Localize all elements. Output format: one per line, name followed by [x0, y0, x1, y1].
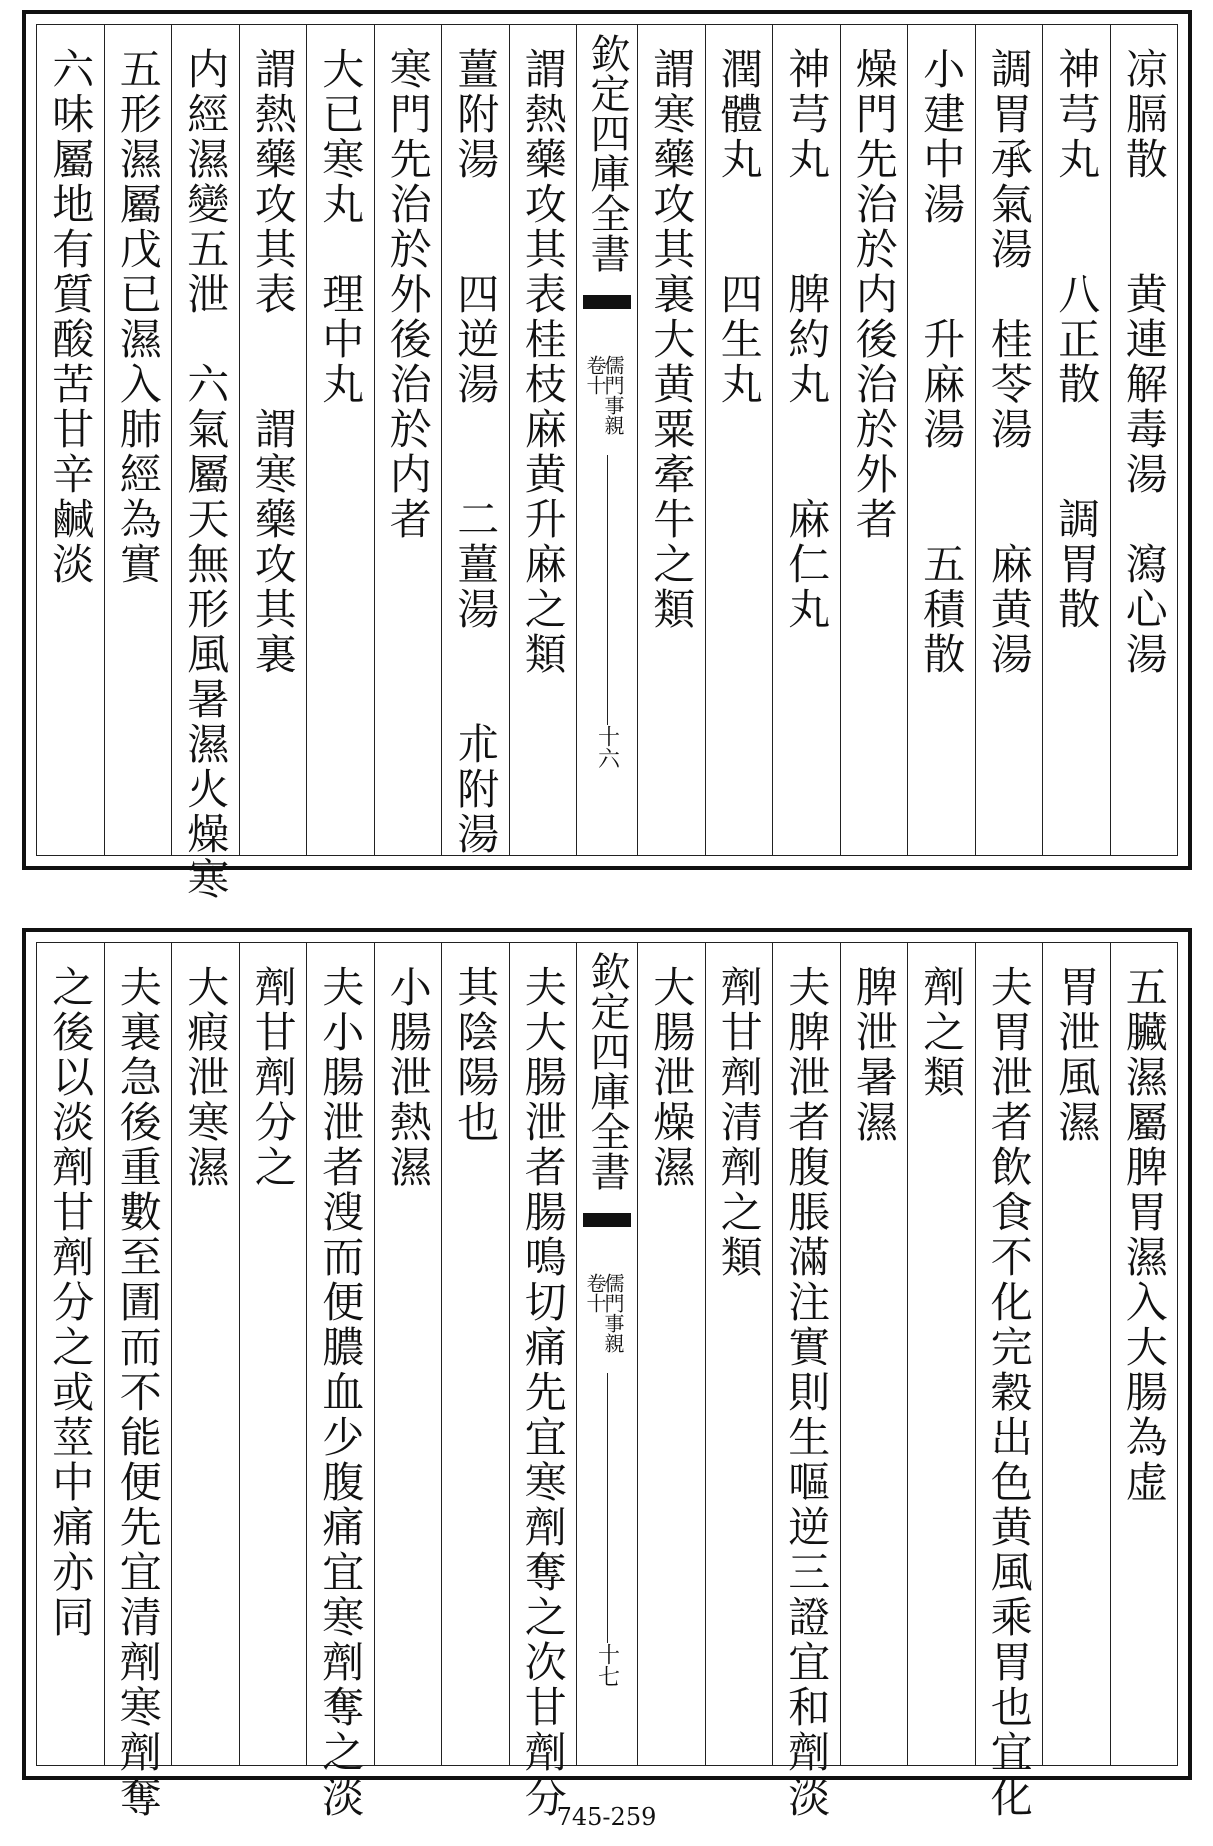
column-text: 燥門先治於内後治於外者 — [849, 47, 899, 542]
column-text: 大已寒丸 理中丸 — [316, 47, 366, 407]
text-column — [840, 943, 908, 1765]
page-number: 十六 — [594, 725, 620, 769]
column-text: 大腸泄燥濕 — [647, 965, 697, 1190]
column-text: 凉膈散 黄連解毒湯 瀉心湯 — [1119, 47, 1169, 677]
text-column — [441, 943, 509, 1765]
column-text: 小建中湯 升麻湯 五積散 — [917, 47, 967, 677]
text-column — [637, 25, 705, 855]
text-column — [840, 25, 908, 855]
text-column — [171, 943, 239, 1765]
text-column — [772, 25, 840, 855]
text-column — [37, 943, 104, 1765]
top-page-columns — [37, 25, 1177, 902]
column-text: 謂熱藥攻其表桂枝麻黄升麻之類 — [518, 47, 568, 677]
column-text: 潤體丸 四生丸 — [714, 47, 764, 407]
text-column — [239, 25, 307, 855]
text-column — [637, 943, 705, 1765]
column-text: 寒門先治於外後治於内者 — [383, 47, 433, 542]
column-text: 五形濕屬戊已濕入肺經為實 — [113, 47, 163, 587]
catalog-number: 745-259 — [556, 1803, 657, 1831]
text-column — [306, 943, 374, 1820]
page-center-strip — [576, 25, 637, 855]
column-text: 小腸泄熱濕 — [383, 965, 433, 1190]
text-column — [772, 943, 840, 1820]
text-column — [171, 25, 239, 902]
column-text: 劑甘劑清劑之類 — [714, 965, 764, 1280]
text-column — [104, 943, 172, 1820]
text-column — [975, 25, 1043, 855]
text-column — [306, 25, 374, 855]
fishtail-mark — [583, 1213, 631, 1227]
column-text: 薑附湯 四逆湯 二薑湯 朮附湯 — [451, 47, 501, 857]
text-column — [975, 943, 1043, 1820]
volume-label: 卷十 — [583, 355, 607, 395]
center-rule — [607, 455, 608, 725]
text-column — [509, 943, 577, 1820]
column-text: 胃泄風濕 — [1052, 965, 1102, 1145]
column-text: 謂寒藥攻其裏大黄粟牽牛之類 — [647, 47, 697, 632]
text-column — [374, 943, 442, 1765]
book-title: 欽定四庫全書 — [584, 951, 630, 1191]
column-text: 夫裏急後重數至圊而不能便先宜清劑寒劑奪 — [113, 965, 163, 1820]
text-column — [37, 25, 104, 855]
text-column — [509, 25, 577, 855]
text-column — [104, 25, 172, 855]
text-column — [441, 25, 509, 855]
column-text: 五臟濕屬脾胃濕入大腸為虚 — [1119, 965, 1169, 1505]
text-column — [239, 943, 307, 1765]
top-page-frame — [36, 24, 1178, 902]
column-text: 夫胃泄者飲食不化完穀出色黄風乘胃也宜化 — [984, 965, 1034, 1820]
column-text: 之後以淡劑甘劑分之或莖中痛亦同 — [46, 965, 96, 1640]
volume-label: 卷十 — [583, 1273, 607, 1313]
column-text: 神芎丸 八正散 調胃散 — [1052, 47, 1102, 632]
center-rule — [607, 1373, 608, 1643]
fishtail-mark — [583, 295, 631, 309]
text-column — [1110, 943, 1178, 1765]
text-column — [705, 25, 773, 855]
column-text: 夫大腸泄者腸鳴切痛先宜寒劑奪之次甘劑分 — [518, 965, 568, 1820]
column-text: 謂熱藥攻其表 謂寒藥攻其裏 — [248, 47, 298, 677]
column-text: 調胃承氣湯 桂苓湯 麻黄湯 — [984, 47, 1034, 677]
text-column — [1042, 25, 1110, 855]
text-column — [907, 943, 975, 1765]
column-text: 其陰陽也 — [451, 965, 501, 1145]
text-column — [1042, 943, 1110, 1765]
text-column — [374, 25, 442, 855]
text-column — [705, 943, 773, 1765]
text-column — [1110, 25, 1178, 855]
book-name: 儒門事親 — [601, 355, 625, 435]
book-name: 儒門事親 — [601, 1273, 625, 1353]
page-number: 十七 — [594, 1643, 620, 1687]
page-center-strip — [576, 943, 637, 1765]
book-title: 欽定四庫全書 — [584, 33, 630, 273]
top-page — [22, 10, 1192, 902]
column-text: 内經濕變五泄 六氣屬天無形風暑濕火燥寒 — [181, 47, 231, 902]
column-text: 夫小腸泄者溲而便膿血少腹痛宜寒劑奪之淡 — [316, 965, 366, 1820]
column-text: 神芎丸 脾約丸 麻仁丸 — [782, 47, 832, 632]
column-text: 劑甘劑分之 — [248, 965, 298, 1190]
column-text: 六味屬地有質酸苦甘辛鹹淡 — [46, 47, 96, 587]
column-text: 劑之類 — [917, 965, 967, 1100]
text-column — [907, 25, 975, 855]
column-text: 脾泄暑濕 — [849, 965, 899, 1145]
column-text: 夫脾泄者腹脹滿注實則生嘔逆三證宜和劑淡 — [782, 965, 832, 1820]
column-text: 大瘕泄寒濕 — [181, 965, 231, 1190]
